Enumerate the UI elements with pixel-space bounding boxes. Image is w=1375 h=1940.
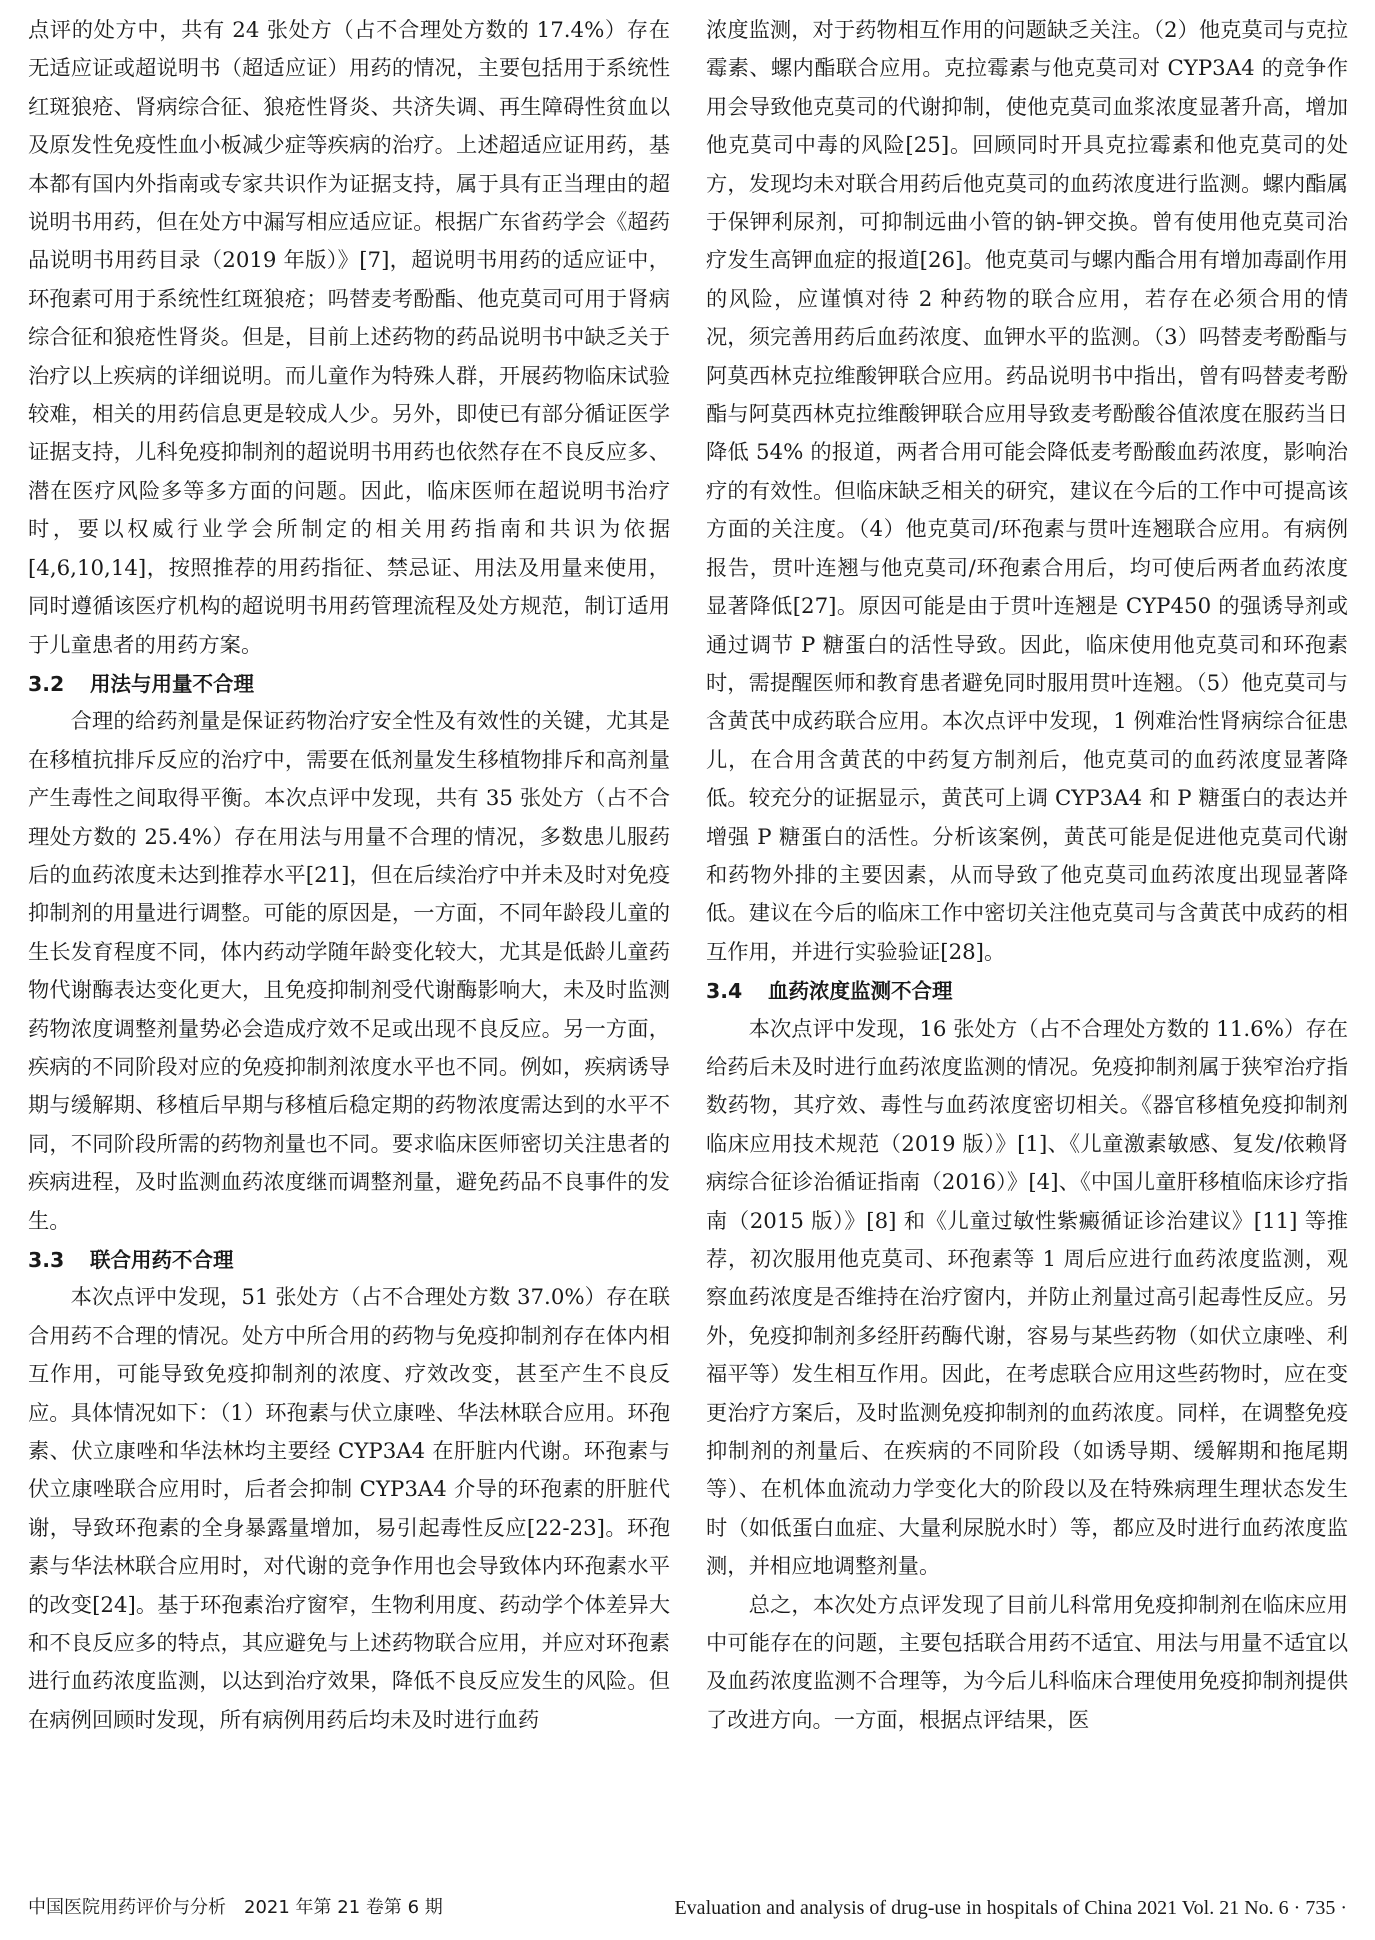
paragraph-left-2: 合理的给药剂量是保证药物治疗安全性及有效性的关键，尤其是在移植抗排斥反应的治疗中，需要在低剂量发生移植物排斥和高剂量产生毒性之间取得平衡。本次点评中发现，共有 35 张处方（占不合理处方数的 25.4%）存在用法与用量不合理的情况，多数患儿服药后的血药浓度未达到推荐水平[21]，但在后续治疗中并未及时对免疫抑制剂的用量进行调整。可能的原因是，一方面，不同年龄段儿童的生长发育程度不同，体内药动学随年龄变化较大，尤其是低龄儿童药物代谢酶表达变化更大，且免疫抑制剂受代谢酶影响大，未及时监测药物浓度调整剂量势必会造成疗效不足或出现不良反应。另一方面，疾病的不同阶段对应的免疫抑制剂浓度水平也不同。例如，疾病诱导期与缓解期、移植后早期与移植后稳定期的药物浓度需达到的水平不同，不同阶段所需的药物剂量也不同。要求临床医师密切关注患者的疾病进程，及时监测血药浓度继而调整剂量，避免药品不良事件的发生。 [28,709,670,1234]
section-title: 用法与用量不合理 [90,671,254,696]
footer-journal-en: Evaluation and analysis of drug-use in hospitals of China 2021 Vol. 21 No. 6 · 735 · [674,1897,1347,1919]
footer-journal-cn: 中国医院用药评价与分析 2021 年第 21 卷第 6 期 [28,1897,443,1918]
section-title: 血药浓度监测不合理 [768,979,953,1004]
paragraph-right-2: 本次点评中发现，16 张处方（占不合理处方数的 11.6%）存在给药后未及时进行血药浓度监测的情况。免疫抑制剂属于狭窄治疗指数药物，其疗效、毒性与血药浓度密切相关。《器官移植免疫抑制剂临床应用技术规范（2019 版）》[1]、《儿童激素敏感、复发/依赖肾病综合征诊治循证指南（2016）》[4]、《中国儿童肝移植临床诊疗指南（2015 版）》[8] 和《儿童过敏性紫癜循证诊治建议》[11] 等推荐，初次服用他克莫司、环孢素等 1 周后应进行血药浓度监测，观察血药浓度是否维持在治疗窗内，并防止剂量过高引起毒性反应。另外，免疫抑制剂多经肝药酶代谢，容易与某些药物（如伏立康唑、利福平等）发生相互作用。因此，在考虑联合应用这些药物时，应在变更治疗方案后，及时监测免疫抑制剂的血药浓度。同样，在调整免疫抑制剂的剂量后、在疾病的不同阶段（如诱导期、缓解期和拖尾期等）、在机体血流动力学变化大的阶段以及在特殊病理生理状态发生时（如低蛋白血症、大量利尿脱水时）等，都应及时进行血药浓度监测，并相应地调整剂量。 [706,1016,1348,1580]
left-column [28,12,670,1740]
section-title: 联合用药不合理 [90,1248,234,1272]
section-heading-3-2 [28,665,670,703]
paragraph-left-1: 点评的处方中，共有 24 张处方（占不合理处方数的 17.4%）存在无适应证或超说明书（超适应证）用药的情况，主要包括用于系统性红斑狼疮、肾病综合征、狼疮性肾炎、共济失调、再生障碍性贫血以及原发性免疫性血小板减少症等疾病的治疗。上述超适应证用药，基本都有国内外指南或专家共识作为证据支持，属于具有正当理由的超说明书用药，但在处方中漏写相应适应证。根据广东省药学会《超药品说明书用药目录（2019 年版）》[7]，超说明书用药的适应证中，环孢素可用于系统性红斑狼疮；吗替麦考酚酯、他克莫司可用于肾病综合征和狼疮性肾炎。但是，目前上述药物的药品说明书中缺乏关于治疗以上疾病的详细说明。而儿童作为特殊人群，开展药物临床试验较难，相关的用药信息更是较成人少。另外，即使已有部分循证医学证据支持，儿科免疫抑制剂的超说明书用药也依然存在不良反应多、潜在医疗风险多等多方面的问题。因此，临床医师在超说明书治疗时，要以权威行业学会所制定的相关用药指南和共识为依据[4,6,10,14]，按照推荐的用药指征、禁忌证、用法及用量来使用，同时遵循该医疗机构的超说明书用药管理流程及处方规范，制订适用于儿童患者的用药方案。 [28,18,670,658]
right-column [706,12,1348,1740]
section-number: 3.3 [28,1248,65,1272]
section-heading-3-4 [706,972,1348,1010]
page-footer [28,1893,1347,1923]
section-heading-3-3 [28,1241,670,1279]
paragraph-right-3: 总之，本次处方点评发现了目前儿科常用免疫抑制剂在临床应用中可能存在的问题，主要包括联合用药不适宜、用法与用量不适宜以及血药浓度监测不合理等，为今后儿科临床合理使用免疫抑制剂提供了改进方向。一方面，根据点评结果，医 [706,1592,1348,1733]
paragraph-right-1: 浓度监测，对于药物相互作用的问题缺乏关注。（2）他克莫司与克拉霉素、螺内酯联合应用。克拉霉素与他克莫司对 CYP3A4 的竞争作用会导致他克莫司的代谢抑制，使他克莫司血浆浓度显著升高，增加他克莫司中毒的风险[25]。回顾同时开具克拉霉素和他克莫司的处方，发现均未对联合用药后他克莫司的血药浓度进行监测。螺内酯属于保钾利尿剂，可抑制远曲小管的钠-钾交换。曾有使用他克莫司治疗发生高钾血症的报道[26]。他克莫司与螺内酯合用有增加毒副作用的风险，应谨慎对待 2 种药物的联合应用，若存在必须合用的情况，须完善用药后血药浓度、血钾水平的监测。（3）吗替麦考酚酯与阿莫西林克拉维酸钾联合应用。药品说明书中指出，曾有吗替麦考酚酯与阿莫西林克拉维酸钾联合应用导致麦考酚酸谷值浓度在服药当日降低 54% 的报道，两者合用可能会降低麦考酚酸血药浓度，影响治疗的有效性。但临床缺乏相关的研究，建议在今后的工作中可提高该方面的关注度。（4）他克莫司/环孢素与贯叶连翘联合应用。有病例报告，贯叶连翘与他克莫司/环孢素合用后，均可使后两者血药浓度显著降低[27]。原因可能是由于贯叶连翘是 CYP450 的强诱导剂或通过调节 P 糖蛋白的活性导致。因此，临床使用他克莫司和环孢素时，需提醒医师和教育患者避免同时服用贯叶连翘。（5）他克莫司与含黄芪中成药联合应用。本次点评中发现，1 例难治性肾病综合征患儿，在合用含黄芪的中药复方制剂后，他克莫司的血药浓度显著降低。较充分的证据显示，黄芪可上调 CYP3A4 和 P 糖蛋白的表达并增强 P 糖蛋白的活性。分析该案例，黄芪可能是促进他克莫司代谢和药物外排的主要因素，从而导致了他克莫司血药浓度出现显著降低。建议在今后的临床工作中密切关注他克莫司与含黄芪中成药的相互作用，并进行实验验证[28]。 [706,18,1348,965]
paragraph-left-3: 本次点评中发现，51 张处方（占不合理处方数 37.0%）存在联合用药不合理的情况。处方中所合用的药物与免疫抑制剂存在体内相互作用，可能导致免疫抑制剂的浓度、疗效改变，甚至产生不良反应。具体情况如下：（1）环孢素与伏立康唑、华法林联合应用。环孢素、伏立康唑和华法林均主要经 CYP3A4 在肝脏内代谢。环孢素与伏立康唑联合应用时，后者会抑制 CYP3A4 介导的环孢素的肝脏代谢，导致环孢素的全身暴露量增加，易引起毒性反应[22-23]。环孢素与华法林联合应用时，对代谢的竞争作用也会导致体内环孢素水平的改变[24]。基于环孢素治疗窗窄，生物利用度、药动学个体差异大和不良反应多的特点，其应避免与上述药物联合应用，并应对环孢素进行血药浓度监测，以达到治疗效果，降低不良反应发生的风险。但在病例回顾时发现，所有病例用药后均未及时进行血药 [28,1285,670,1733]
section-number: 3.2 [28,671,65,696]
section-number: 3.4 [706,979,743,1004]
